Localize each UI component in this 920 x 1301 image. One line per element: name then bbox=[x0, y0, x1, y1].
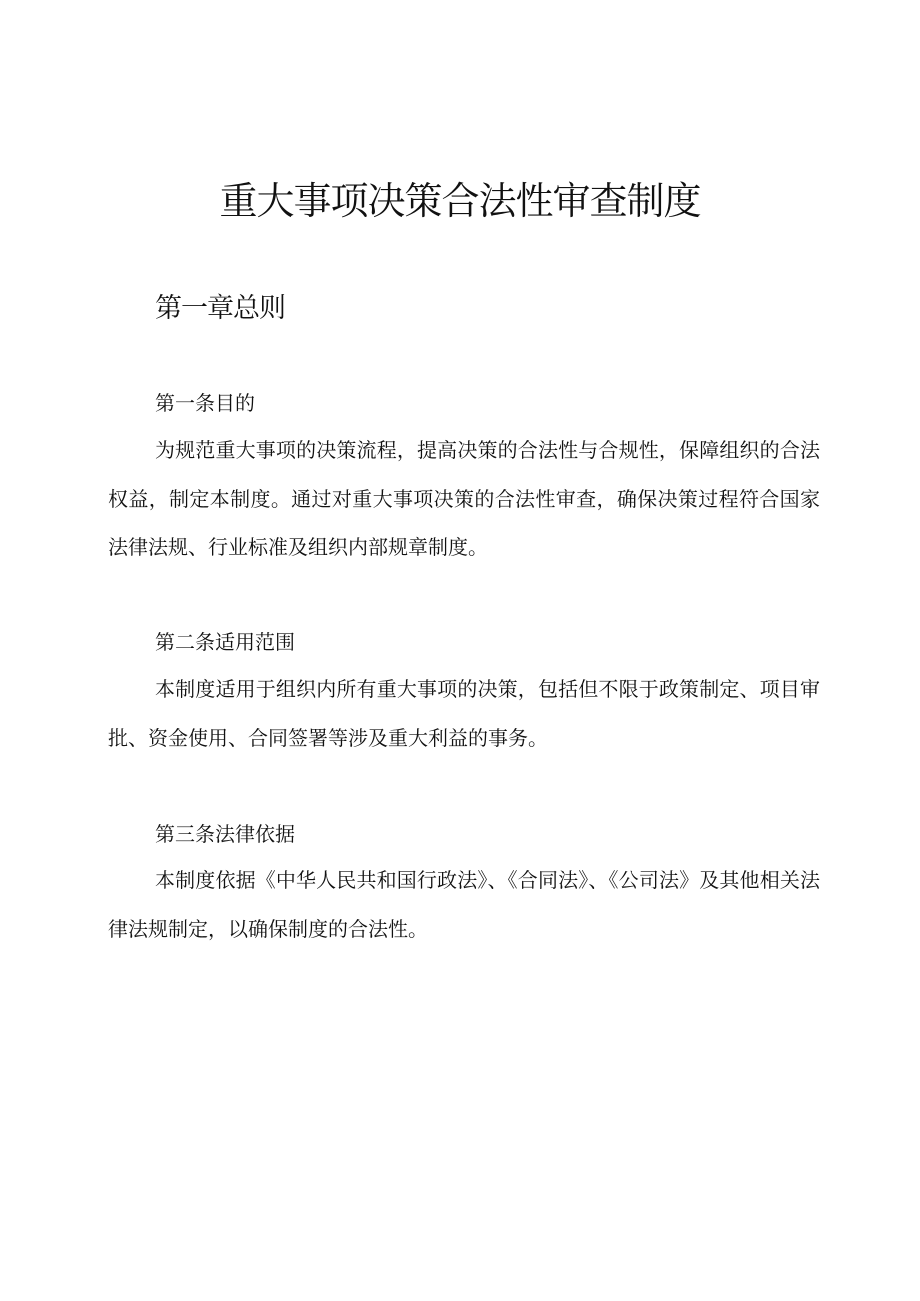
document-title: 重大事项决策合法性审查制度 bbox=[219, 179, 701, 223]
article-2-body: 本制度适用于组织内所有重大事项的决策，包括但不限于政策制定、项目审批、资金使用、合同签署等涉及重大利益的事务。 bbox=[108, 677, 820, 750]
article-1-body: 为规范重大事项的决策流程，提高决策的合法性与合规性，保障组织的合法权益，制定本制度。通过对重大事项决策的合法性审查，确保决策过程符合国家法律法规、行业标准及组织内部规章制度。 bbox=[108, 438, 820, 559]
article-3-body: 本制度依据《中华人民共和国行政法》、《合同法》、《公司法》及其他相关法律法规制定，以确保制度的合法性。 bbox=[108, 868, 820, 941]
article-3-heading: 第三条法律依据 bbox=[155, 822, 295, 846]
article-1-heading: 第一条目的 bbox=[155, 391, 255, 415]
article-2-heading: 第二条适用范围 bbox=[155, 630, 295, 654]
chapter-heading: 第一章总则 bbox=[155, 293, 285, 324]
